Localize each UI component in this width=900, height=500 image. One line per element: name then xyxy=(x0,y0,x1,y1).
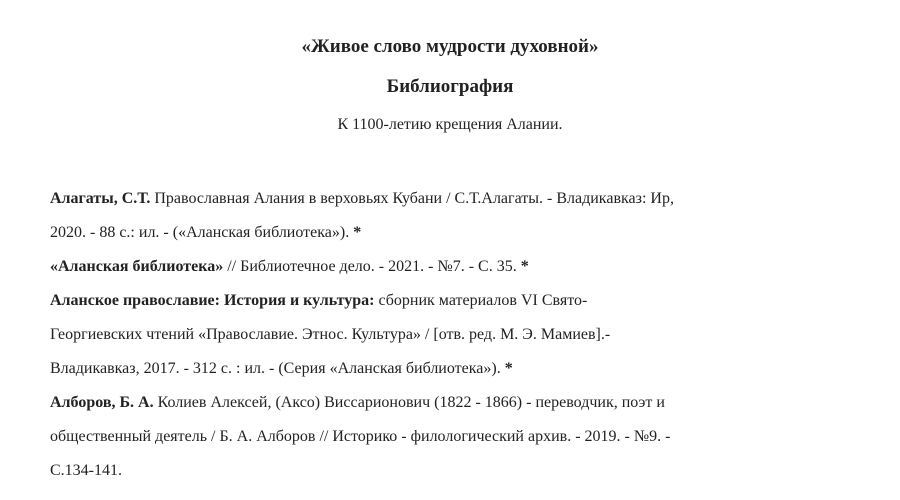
bibliography-list xyxy=(50,182,880,488)
bibliography-entry xyxy=(50,182,880,250)
entry-mark: * xyxy=(349,224,362,241)
entry-author: Алборов, Б. А. xyxy=(50,394,154,411)
entry-text: // Библиотечное дело. - 2021. - №7. - С. 35. xyxy=(223,258,517,275)
entry-text: общественный деятель / Б. А. Алборов // Историко - филологический архив. - 2019. - №9. - xyxy=(50,428,671,445)
document-title: «Живое слово мудрости духовной» xyxy=(301,36,599,57)
entry-text: С.134-141. xyxy=(50,462,122,479)
entry-mark: * xyxy=(516,258,529,275)
bibliography-entry xyxy=(50,386,880,488)
entry-author: Аланское православие: История и культура: xyxy=(50,292,375,309)
bibliography-entry xyxy=(50,284,880,386)
entry-text: Георгиевских чтений «Православие. Этнос. Культура» / [отв. ред. М. Э. Мамиев].- xyxy=(50,326,611,343)
document-dedication: К 1100-летию крещения Алании. xyxy=(337,116,563,133)
entry-author: «Аланская библиотека» xyxy=(50,258,224,275)
entry-text: Православная Алания в верховьях Кубани / С.Т.Алагаты. - Владикавказ: Ир, xyxy=(150,190,674,207)
entry-text: Колиев Алексей, (Аксо) Виссарионович (1822 - 1866) - переводчик, поэт и xyxy=(153,394,665,411)
entry-text: 2020. - 88 с.: ил. - («Аланская библиотека»). xyxy=(50,224,350,241)
entry-line xyxy=(50,420,880,454)
entry-mark: * xyxy=(500,360,513,377)
entry-text: сборник материалов VI Свято- xyxy=(374,292,588,309)
entry-line xyxy=(50,386,880,420)
entry-line xyxy=(50,182,880,216)
entry-line xyxy=(50,284,880,318)
bibliography-entry xyxy=(50,250,880,284)
entry-line xyxy=(50,454,880,488)
entry-text: Владикавказ, 2017. - 312 с. : ил. - (Серия «Аланская библиотека»). xyxy=(50,360,501,377)
entry-line xyxy=(50,318,880,352)
entry-line xyxy=(50,250,880,284)
entry-line xyxy=(50,352,880,386)
document-subtitle: Библиография xyxy=(386,76,514,97)
entry-line xyxy=(50,216,880,250)
entry-author: Алагаты, С.Т. xyxy=(50,190,151,207)
